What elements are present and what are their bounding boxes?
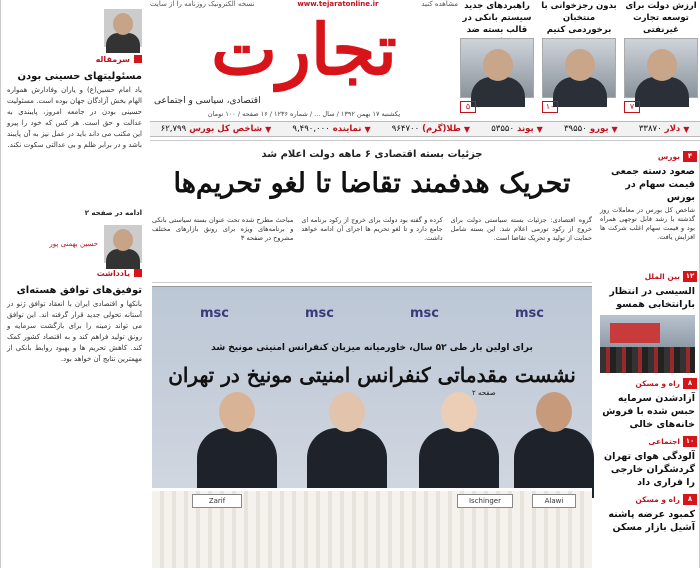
masthead-header-text2: مشاهده کنید <box>421 0 458 8</box>
msc-logo: msc <box>410 305 439 321</box>
teaser-photo <box>542 38 616 98</box>
page-number-badge: ۸ <box>683 378 697 389</box>
news-brief[interactable] <box>596 270 699 373</box>
brief-head <box>596 150 699 163</box>
ticker-item: ▼ پوند ۵۳۵۵۰ <box>491 124 543 134</box>
brief-head <box>596 493 699 506</box>
right-column <box>596 150 700 568</box>
left-column <box>0 0 148 568</box>
ticker-item: ▼ دلار ۳۳۸۷۰ <box>638 124 690 134</box>
teaser-item[interactable] <box>458 0 536 115</box>
page-number-badge: ۴ <box>683 151 697 162</box>
section-marker-icon <box>134 269 142 277</box>
msc-logo: msc <box>200 305 229 321</box>
author-box <box>1 221 148 266</box>
teaser-title: بدون رجزخوانی با منتخبان برخوردمی کنیم <box>541 1 617 35</box>
brief-title: آلودگی هوای تهران گردشگران خارجی را فراری داد <box>603 451 695 488</box>
photo-caption-headline[interactable]: نشست مقدماتی کنفرانس امنیتی مونیخ در تهران <box>168 363 576 387</box>
section-label: بورس <box>657 152 680 161</box>
msc-logo: msc <box>515 305 544 321</box>
tagline: اقتصادی، سیاسی و اجتماعی <box>154 96 261 106</box>
author-box <box>1 0 148 52</box>
ticker-item: ▼ طلا(گرم) ۹۶۴۷۰۰ <box>391 124 471 134</box>
brief-head <box>596 270 699 283</box>
nameplate: Alawi <box>532 494 576 508</box>
teaser-page-number: ۵ <box>460 101 476 113</box>
ticker-item: ▼ یورو ۳۹۵۵۰ <box>563 124 618 134</box>
brief-title: کمبود عرضه پاشنه آشیل بازار مسکن <box>608 509 695 533</box>
story-column: گروه اقتصادی: جزئیات بسته سیاستی دولت برای خروج از رکود تورمی اعلام شد. این بسته شامل حمایت از تولید و تحریک تقاضا است. <box>450 216 592 242</box>
section-label: راه و مسکن <box>635 495 680 504</box>
nameplate: Zarif <box>192 494 242 508</box>
section-label: بین الملل <box>644 272 680 281</box>
section-label: سرمقاله <box>95 54 130 64</box>
teaser-photo <box>624 38 698 98</box>
down-arrow-icon: ▼ <box>611 124 618 134</box>
section-head <box>1 52 148 66</box>
masthead <box>150 0 458 112</box>
teaser-title: ارزش دولت برای توسعه تجارت غیرنفتی <box>625 1 697 35</box>
brief-title: آزادشدن سرمایه حبس شده با فروش خانه‌های خالی <box>602 393 695 430</box>
continued-note[interactable]: ادامه در صفحه ۲ <box>84 209 142 217</box>
newspaper-logo: تجارت <box>211 8 397 91</box>
author-name: حسین بهمنی پور <box>49 239 98 248</box>
brief-title: صعود دسته جمعی قیمت سهام در بورس <box>610 166 695 203</box>
main-photo[interactable] <box>152 286 592 568</box>
divider <box>152 282 592 283</box>
author-photo <box>104 9 142 47</box>
photo-caption-kicker: برای اولین بار طی ۵۲ سال، خاورمیانه میزبان کنفرانس امنیتی مونیخ شد <box>211 343 533 353</box>
brief-body: شاخص کل بورس در معاملات روز گذشته با رشد قابل توجهی همراه بود و قیمت سهام اغلب شرکت ها افزایش یافت. <box>600 206 695 241</box>
brief-photo <box>600 315 695 373</box>
ticker-item: ▼ نماینده ۹,۴۹۰,۰۰۰ <box>292 124 371 134</box>
brief-head <box>596 377 699 390</box>
person-figure <box>302 388 392 498</box>
headline-kicker: جزئیات بسته اقتصادی ۶ ماهه دولت اعلام شد <box>261 149 483 160</box>
issue-line: یکشنبه ۱۷ بهمن ۱۳۹۲ / سال ... / شماره ۱۲۳۶ / ۱۶ صفحه / ۱۰۰ تومان <box>207 110 401 118</box>
person-figure <box>192 388 282 498</box>
page-number-badge: ۱۰ <box>683 436 697 447</box>
brief-title: السیسی در انتظار بارانتخابی همسو <box>609 286 695 310</box>
top-teasers <box>458 0 700 115</box>
teaser-title: راهبردهای جدید سیستم بانکی در قالب بسته ضد <box>462 1 532 35</box>
section-label: یادداشت <box>96 268 130 278</box>
teaser-photo <box>460 38 534 98</box>
teaser-item[interactable] <box>622 0 700 115</box>
page-number-badge: ۱۲ <box>683 271 697 282</box>
page-number-badge: ۸ <box>683 494 697 505</box>
teaser-item[interactable] <box>540 0 618 115</box>
news-brief[interactable] <box>596 435 699 491</box>
author-photo <box>104 225 142 263</box>
market-ticker <box>150 121 700 137</box>
section-marker-icon <box>134 55 142 63</box>
story-columns <box>152 216 592 268</box>
down-arrow-icon: ▼ <box>265 124 272 134</box>
ticker-item: ▼ شاخص کل بورس ۶۲,۷۹۹ <box>160 124 272 134</box>
nameplate: Ischinger <box>457 494 513 508</box>
news-brief[interactable] <box>596 150 699 264</box>
down-arrow-icon: ▼ <box>536 124 543 134</box>
note-body: بانکها و اقتصادی ایران با انعقاد توافق ژنو در آستانه تحولی جدید قرار گرفته اند. این توافق می تواند زمینه را برای بازگشت سرمایه و رونق تولید فراهم کند و به اقتصاد کشور کمک کند. کاهش تحریم ها و بهبود روابط بانکی از مهمترین نتایج آن خواهد بود. <box>7 300 142 363</box>
down-arrow-icon: ▼ <box>364 124 371 134</box>
story-column: کرده و گفته بود دولت برای خروج از رکود برنامه ای جامع دارد و تا لغو تحریم ها اجرای آن ادامه خواهد داشت. <box>301 216 443 242</box>
section-label: راه و مسکن <box>635 379 680 388</box>
story-column: مباحث مطرح شده تحت عنوان بسته سیاستی بانکی و برنامه‌های ویژه برای رونق بازارهای مختلف مشروح در صفحه ۳ <box>152 216 294 242</box>
person-figure <box>414 388 504 498</box>
msc-logo: msc <box>305 305 334 321</box>
news-brief[interactable] <box>596 377 699 433</box>
editorial-body: یاد امام حسین(ع) و یاران وفادارش همواره الهام بخش آزادگان جهان بوده است. مسئولیت حسینی بودن در جامعه امروز، پایبندی به عدالت و حق است. هر کس که خود را پیرو این مکتب می داند باید در عمل نیز به آن پایبند باشد و در برابر ظلم و بی عدالتی سکوت نکند. <box>7 86 142 149</box>
teaser-page-number: ۱۰ <box>542 101 558 113</box>
brief-head <box>596 435 699 448</box>
down-arrow-icon: ▼ <box>463 124 471 134</box>
news-brief[interactable] <box>596 493 699 536</box>
website-url[interactable]: www.tejaratonline.ir <box>297 0 379 8</box>
conference-backdrop <box>162 293 582 333</box>
down-arrow-icon: ▼ <box>683 124 690 134</box>
teaser-page-number: ۷ <box>624 101 640 113</box>
masthead-header-text: نسخه الکترونیک روزنامه را از سایت <box>150 0 255 8</box>
person-figure <box>514 388 604 498</box>
section-label: اجتماعی <box>648 437 680 446</box>
main-headline[interactable]: تحریک هدفمند تقاضا تا لغو تحریم‌ها <box>173 168 571 199</box>
note-title[interactable]: توفیق‌های توافق هسته‌ای <box>16 285 142 296</box>
photo-page-ref: صفحه ۲ <box>472 389 496 397</box>
editorial-title[interactable]: مسئولیتهای حسینی بودن <box>17 71 142 82</box>
divider <box>150 140 700 141</box>
